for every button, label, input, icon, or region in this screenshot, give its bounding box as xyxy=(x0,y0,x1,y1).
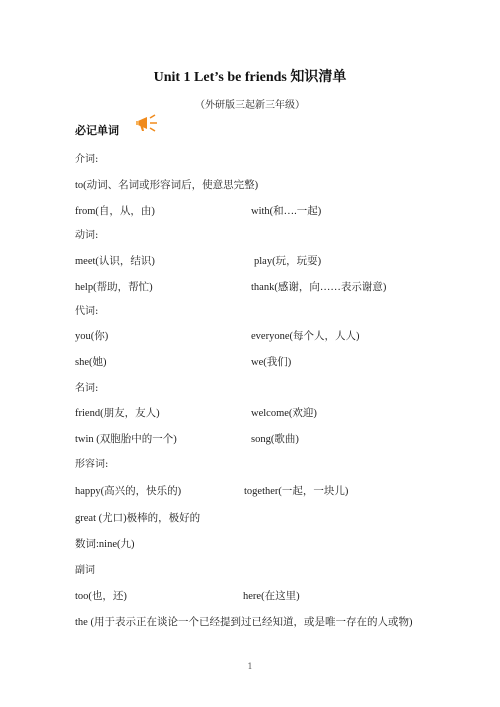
adj-label: 形容词: xyxy=(75,459,109,470)
pron-label: 代词: xyxy=(75,306,99,317)
adv-label: 副词 xyxy=(75,565,95,576)
word-meet: meet(认识，结识) xyxy=(75,256,155,267)
word-from: from(自，从，由) xyxy=(75,206,155,217)
word-song: song(歌曲) xyxy=(251,434,299,445)
word-great: great (尤口)极棒的，极好的 xyxy=(75,513,201,524)
word-friend: friend(朋友，友人) xyxy=(75,408,160,419)
prep-label: 介词: xyxy=(75,154,99,165)
word-she: she(她) xyxy=(75,357,107,368)
word-too: too(也，还) xyxy=(75,591,127,602)
word-nine: 数词:nine(九) xyxy=(75,539,135,550)
word-with: with(和….一起) xyxy=(251,206,322,217)
verb-label: 动词: xyxy=(75,230,99,241)
word-happy: happy(高兴的，快乐的) xyxy=(75,486,182,497)
word-welcome: welcome(欢迎) xyxy=(251,408,317,419)
word-the: the (用于表示正在谈论一个已经提到过已经知道，或是唯一存在的人或物) xyxy=(75,617,413,628)
page-number: 1 xyxy=(247,662,253,671)
word-help: help(帮助，帮忙) xyxy=(75,282,153,293)
word-play: play(玩，玩耍) xyxy=(254,256,322,267)
word-thank: thank(感谢，向……表示谢意) xyxy=(251,282,387,293)
word-twin: twin (双胞胎中的一个) xyxy=(75,434,177,445)
page-title: Unit 1 Let’s be friends 知识清单 xyxy=(153,70,347,85)
page-subtitle: （外研版三起新三年级） xyxy=(195,100,305,111)
word-together: together(一起，一块儿) xyxy=(244,486,349,497)
word-we: we(我们) xyxy=(251,357,292,368)
word-everyone: everyone(每个人，人人) xyxy=(251,331,360,342)
megaphone-icon xyxy=(134,112,160,134)
word-to: to(动词、名词或形容词后，使意思完整) xyxy=(75,180,259,191)
section-heading: 必记单词 xyxy=(75,124,119,137)
word-you: you(你) xyxy=(75,331,109,342)
noun-label: 名词: xyxy=(75,383,99,394)
word-here: here(在这里) xyxy=(243,591,300,602)
